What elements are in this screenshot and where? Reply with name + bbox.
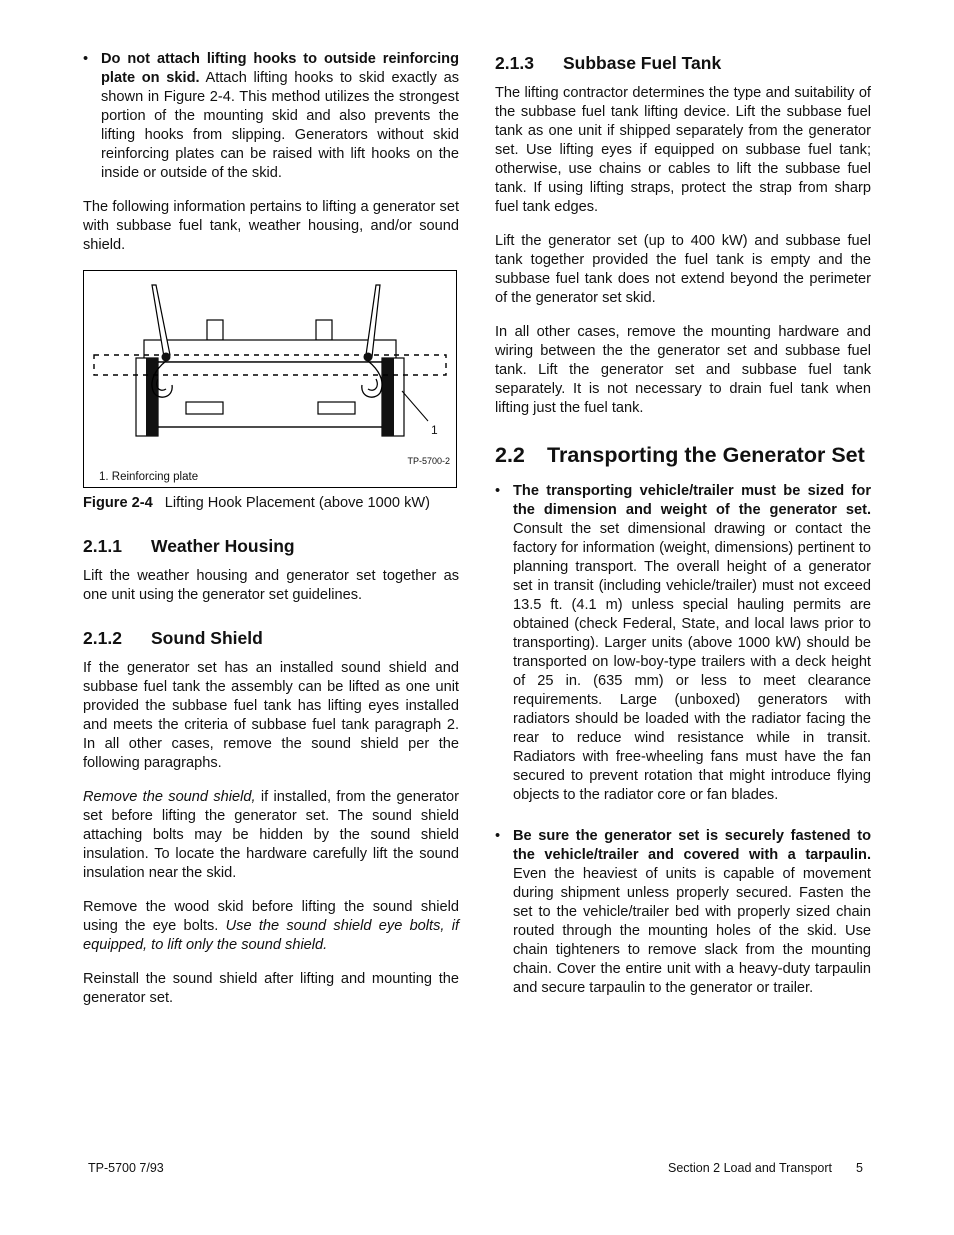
footer-page-number: 5 bbox=[856, 1161, 863, 1175]
figure-caption-text: Lifting Hook Placement (above 1000 kW) bbox=[164, 495, 431, 511]
heading-number: 2.1.2 bbox=[83, 628, 122, 648]
heading-title: Weather Housing bbox=[151, 536, 295, 556]
heading-number: 2.1.3 bbox=[495, 53, 534, 73]
sound-shield-paragraph-4: Reinstall the sound shield after lifting and mounting the generator set. bbox=[83, 971, 459, 1006]
figure-note: 1. Reinforcing plate bbox=[99, 471, 199, 483]
right-column bbox=[495, 50, 871, 1013]
italic-text: Remove the sound shield, bbox=[83, 789, 256, 805]
footer-section: Section 2 Load and Transport bbox=[668, 1161, 833, 1175]
bullet-text: Attach lifting hooks to skid exactly as shown in Figure 2-4. This method utilizes the strongest portion of the mounting skid and also prevents the lifting hooks from slipping. Generators without skid reinforcing plates can be raised with lift hooks on the inside or outside of the skid. bbox=[101, 70, 460, 181]
bullet-bold: The transporting vehicle/trailer must be sized for the dimension and weight of the generator set. bbox=[513, 483, 871, 518]
fuel-tank-paragraph-3: In all other cases, remove the mounting hardware and wiring between the the generator set and subbase fuel tank. Lift the generator set and subbase fuel tank separately. It is not necessary to drain fuel tank when lifting just the fuel tank. bbox=[495, 324, 871, 416]
figure-id: TP-5700-2 bbox=[407, 456, 450, 466]
heading-sound-shield bbox=[83, 627, 459, 649]
footer-left: TP-5700 7/93 bbox=[88, 1161, 164, 1175]
figure-caption bbox=[83, 494, 459, 513]
italic-text: Use the sound shield eye bolts, if equipped, to lift only the sound shield. bbox=[83, 918, 460, 953]
bullet-dot: • bbox=[495, 483, 501, 499]
lifting-hook-diagram bbox=[84, 271, 456, 487]
sound-shield-paragraph-1: If the generator set has an installed sound shield and subbase fuel tank the assembly can be lifted as one unit provided the subbase fuel tank has lifting eyes installed and meets the criteria of subbase fuel tank paragraph 2. In all other cases, remove the sound shield per the following paragraphs. bbox=[83, 660, 459, 771]
heading-transporting bbox=[495, 442, 871, 468]
fuel-tank-paragraph-2: Lift the generator set (up to 400 kW) and subbase fuel tank together provided the fuel tank is empty and the subbase fuel tank does not extend beyond the perimeter of the generator set skid. bbox=[495, 233, 871, 306]
bullet-fastening bbox=[495, 827, 871, 998]
figure-lifting-hook bbox=[83, 270, 457, 488]
fuel-tank-paragraph-1: The lifting contractor determines the type and suitability of the subbase fuel tank lifting device. Lift the subbase fuel tank as one unit if shipped separately from the generator set. Use lifting eyes if equipped on subbase fuel tank; otherwise, use chains or cables to lift the subbase fuel tank. If using lifting straps, protect the strap from sharp fuel tank edges. bbox=[495, 85, 871, 215]
bullet-text: Even the heaviest of units is capable of movement during shipment unless properly secured. Fasten the set to the vehicle/trailer bed with properly sized chain routed through the mounting holes of the skid. Use chain tighteners to remove slack from the mounting chain. Cover the entire unit with a heavy-duty tarpaulin and secure tarpaulin to the generator or trailer. bbox=[513, 866, 871, 996]
figure-callout-1: 1 bbox=[431, 423, 438, 437]
bullet-text: Consult the set dimensional drawing or contact the factory for information (weight, dimensions) pertinent to planning transport. The overall height of a generator set in transit (including vehicle/trailer) must not exceed 13.5 ft. (4.1 m) unless special hauling permits are obtained (check Federal, State, and local laws prior to transporting). Larger units (above 1000 kW) should be transported on low-boy-type trailers with a deck height of 25 in. (635 mm) or less to meet clearance requirements. Large (unboxed) generators with radiators should be loaded with the radiator facing the rear to reduce wind resistance while in transit. Radiators with free-wheeling fans must have the fan secured to prevent rotation that might introduce flying objects to the radiator core or fan blades. bbox=[513, 521, 871, 803]
sound-shield-paragraph-3 bbox=[83, 898, 459, 955]
left-column bbox=[83, 50, 459, 1023]
heading-title: Sound Shield bbox=[151, 628, 263, 648]
heading-title: Transporting the Generator Set bbox=[547, 443, 865, 467]
heading-number: 2.2 bbox=[495, 443, 525, 467]
heading-weather-housing bbox=[83, 535, 459, 557]
bullet-bold: Do not attach lifting hooks to outside reinforcing plate on skid. bbox=[101, 51, 459, 86]
heading-title: Subbase Fuel Tank bbox=[563, 53, 722, 73]
bullet-dot: • bbox=[83, 51, 89, 67]
paragraph-text: Remove the wood skid before lifting the sound shield using the eye bolts. bbox=[83, 899, 459, 934]
figure-caption-label: Figure 2-4 bbox=[83, 495, 153, 511]
bullet-dot: • bbox=[495, 828, 501, 844]
weather-housing-paragraph: Lift the weather housing and generator set together as one unit using the generator set guidelines. bbox=[83, 568, 459, 603]
bullet-lifting-hooks bbox=[83, 50, 459, 183]
heading-number: 2.1.1 bbox=[83, 536, 122, 556]
sound-shield-paragraph-2 bbox=[83, 788, 459, 883]
heading-subbase-fuel-tank bbox=[495, 52, 871, 74]
bullet-vehicle-sizing bbox=[495, 482, 871, 805]
intro-paragraph: The following information pertains to lifting a generator set with subbase fuel tank, weather housing, and/or sound shield. bbox=[83, 199, 459, 253]
bullet-bold: Be sure the generator set is securely fastened to the vehicle/trailer and covered with a tarpaulin. bbox=[513, 828, 871, 863]
paragraph-text: if installed, from the generator set before lifting the generator set. The sound shield attaching bolts may be hidden by the sound shield insulation. To locate the hardware carefully lift the sound insulation near the skid. bbox=[83, 789, 459, 881]
